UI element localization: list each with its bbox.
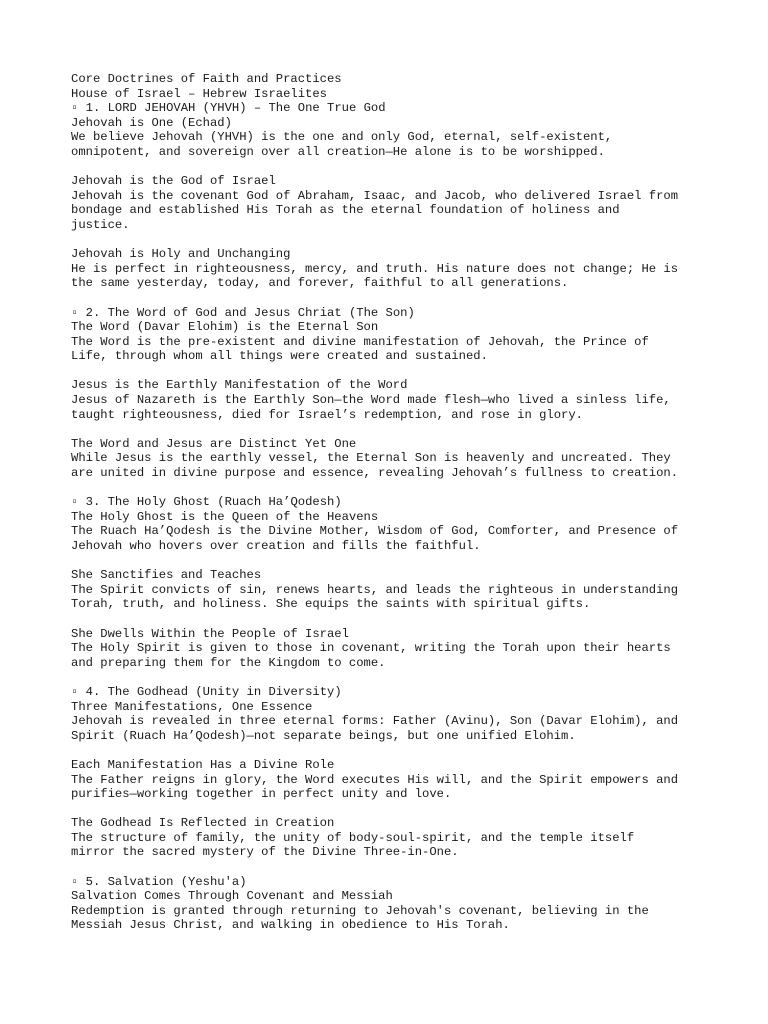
doctrine-section (71, 101, 711, 291)
doctrine-text-line: omnipotent, and sovereign over all creation—He alone is to be worshipped. (71, 144, 605, 159)
section-heading (71, 306, 711, 321)
paragraph-gap (71, 743, 711, 758)
document-body (71, 72, 711, 933)
doctrine-text-line: The structure of family, the unity of body-soul-spirit, and the temple itself (71, 830, 635, 845)
paragraph-gap (71, 233, 711, 248)
doctrine-sections (71, 101, 711, 933)
section-heading-text: 5. Salvation (Yeshu'a) (85, 874, 247, 889)
doctrine-text-line: Jehovah who hovers over creation and fills the faithful. (71, 539, 481, 553)
doctrine-title: Each Manifestation Has a Divine Role (71, 757, 335, 772)
paragraph-gap (71, 422, 711, 437)
section-gap (71, 860, 711, 875)
doctrine-text-line: The Ruach Ha’Qodesh is the Divine Mother, Wisdom of God, Comforter, and Presence of (71, 524, 679, 539)
doctrine-text-line: Jehovah is the covenant God of Abraham, Isaac, and Jacob, who delivered Israel from (71, 188, 679, 203)
doctrine-section (71, 306, 711, 481)
doctrine-title: Jehovah is Holy and Unchanging (71, 247, 291, 262)
paragraph-gap (71, 160, 711, 175)
section-gap (71, 481, 711, 496)
section-gap (71, 670, 711, 685)
doctrine-text-line: bondage and established His Torah as the eternal foundation of holiness and (71, 203, 620, 218)
doctrine-text-line: The Spirit convicts of sin, renews hearts, and leads the righteous in understanding (71, 582, 679, 597)
doctrine-text-line: purifies—working together in perfect unity and love. (71, 787, 452, 802)
doctrine-text-line: are united in divine purpose and essence, revealing Jehovah’s fullness to creation. (71, 466, 679, 481)
bullet-square-icon: ▫ (71, 874, 79, 889)
doctrine-title: Jesus is the Earthly Manifestation of the Word (71, 378, 408, 393)
doctrine-text-line: Torah, truth, and holiness. She equips the saints with spiritual gifts. (71, 597, 591, 612)
doctrine-title: The Godhead Is Reflected in Creation (71, 816, 335, 831)
bullet-square-icon: ▫ (71, 305, 79, 320)
bullet-square-icon: ▫ (71, 495, 79, 510)
section-gap (71, 291, 711, 306)
paragraph-gap (71, 364, 711, 379)
doctrine-title: The Word (Davar Elohim) is the Eternal Son (71, 320, 379, 335)
paragraph-gap (71, 554, 711, 569)
doctrine-title: Jehovah is the God of Israel (71, 174, 276, 189)
doctrine-title: She Dwells Within the People of Israel (71, 626, 349, 641)
section-heading-text: 3. The Holy Ghost (Ruach Ha’Qodesh) (85, 495, 342, 510)
bullet-square-icon: ▫ (71, 101, 79, 116)
doctrine-text-line: justice. (71, 217, 130, 232)
doctrine-section (71, 875, 711, 933)
paragraph-gap (71, 802, 711, 817)
section-heading-text: 2. The Word of God and Jesus Chriat (The Son) (85, 305, 415, 320)
doctrine-text-line: The Word is the pre-existent and divine manifestation of Jehovah, the Prince of (71, 334, 649, 349)
doctrine-text-line: and preparing them for the Kingdom to come. (71, 655, 386, 670)
paragraph-gap (71, 612, 711, 627)
doctrine-text-line: Messiah Jesus Christ, and walking in obedience to His Torah. (71, 918, 510, 933)
section-heading (71, 685, 711, 700)
doctrine-text-line: While Jesus is the earthly vessel, the Eternal Son is heavenly and uncreated. They (71, 451, 671, 466)
doctrine-text-line: The Holy Spirit is given to those in covenant, writing the Torah upon their hearts (71, 641, 671, 656)
doctrine-section (71, 685, 711, 860)
doctrine-section (71, 495, 711, 670)
doctrine-text-line: mirror the sacred mystery of the Divine Three-in-One. (71, 845, 459, 860)
doctrine-text-line: Spirit (Ruach Ha’Qodesh)—not separate beings, but one unified Elohim. (71, 728, 576, 743)
doctrine-title: Three Manifestations, One Essence (71, 699, 313, 714)
doctrine-text-line: We believe Jehovah (YHVH) is the one and only God, eternal, self-existent, (71, 130, 613, 145)
doctrine-title: Jehovah is One (Echad) (71, 115, 232, 130)
doctrine-text-line: the same yesterday, today, and forever, faithful to all generations. (71, 276, 569, 291)
bullet-square-icon: ▫ (71, 684, 79, 699)
doctrine-title: The Word and Jesus are Distinct Yet One (71, 436, 357, 451)
section-heading (71, 875, 711, 890)
document-subtitle: House of Israel – Hebrew Israelites (71, 86, 327, 101)
doctrine-text-line: He is perfect in righteousness, mercy, and truth. His nature does not change; He is (71, 261, 679, 276)
doctrine-text-line: taught righteousness, died for Israel’s redemption, and rose in glory. (71, 407, 583, 422)
doctrine-title: The Holy Ghost is the Queen of the Heavens (71, 509, 379, 524)
document-title: Core Doctrines of Faith and Practices (71, 72, 342, 86)
section-heading-text: 1. LORD JEHOVAH (YHVH) – The One True God (85, 101, 386, 116)
doctrine-title: She Sanctifies and Teaches (71, 568, 262, 583)
doctrine-text-line: Redemption is granted through returning to Jehovah's covenant, believing in the (71, 903, 649, 918)
section-heading-text: 4. The Godhead (Unity in Diversity) (85, 684, 342, 699)
section-heading (71, 101, 711, 116)
doctrine-text-line: The Father reigns in glory, the Word executes His will, and the Spirit empowers and (71, 772, 679, 787)
doctrine-text-line: Life, through whom all things were created and sustained. (71, 349, 488, 364)
doctrine-title: Salvation Comes Through Covenant and Messiah (71, 889, 393, 904)
doctrine-text-line: Jehovah is revealed in three eternal forms: Father (Avinu), Son (Davar Elohim), and (71, 714, 679, 729)
doctrine-text-line: Jesus of Nazareth is the Earthly Son—the Word made flesh—who lived a sinless life, (71, 393, 671, 408)
section-heading (71, 495, 711, 510)
